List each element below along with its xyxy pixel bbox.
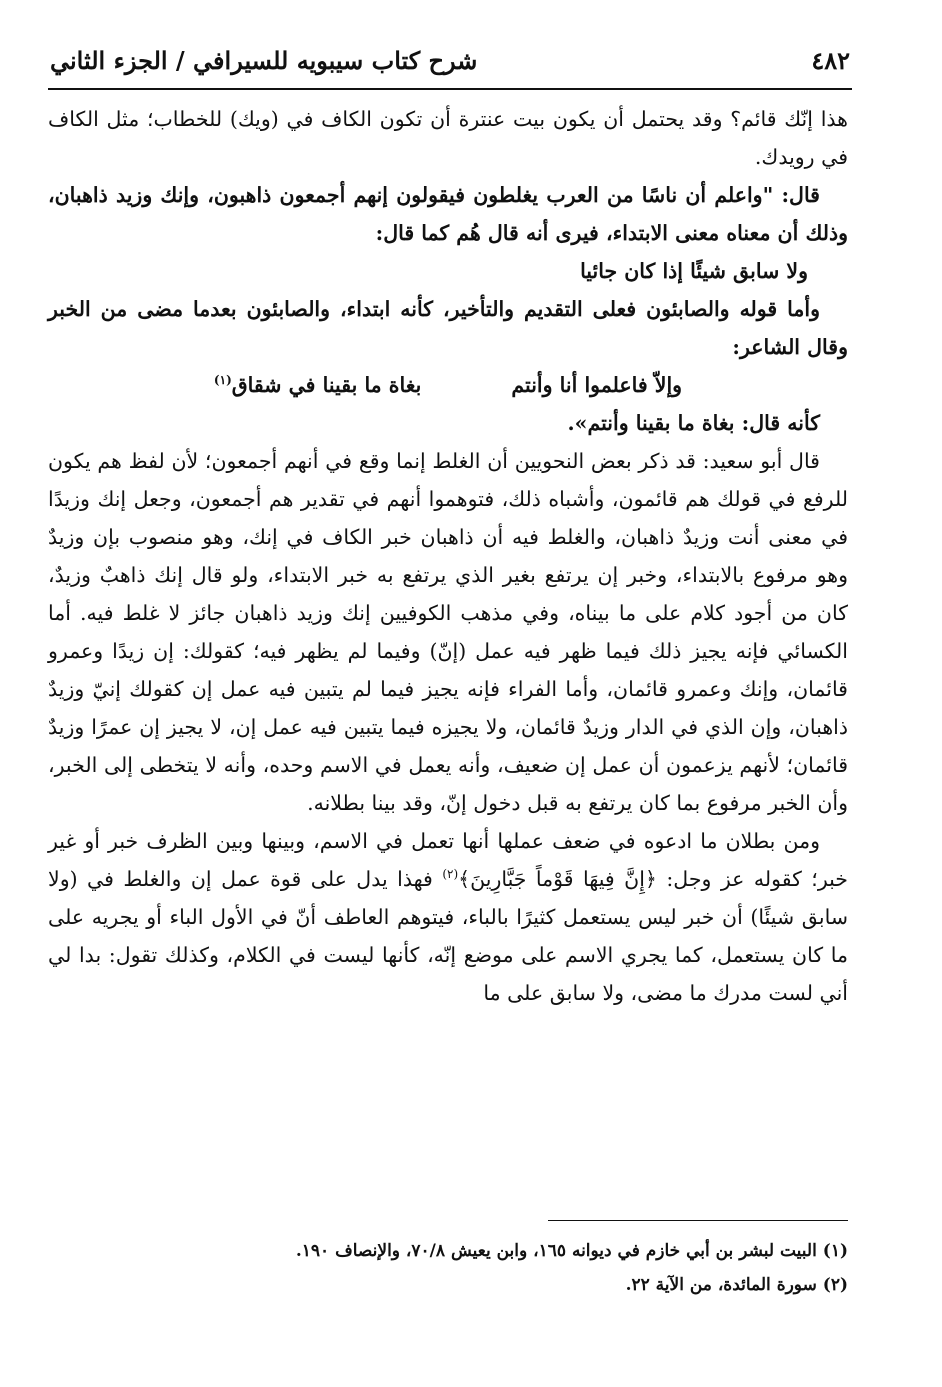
quoted-verse: ولا سابق شيئًا إذا كان جائيا — [580, 259, 808, 283]
running-title: شرح كتاب سيبويه للسيرافي / الجزء الثاني — [50, 45, 478, 75]
footnotes — [60, 1234, 848, 1302]
footnote-2: (٢) سورة المائدة، من الآية ٢٢. — [625, 1275, 848, 1295]
footnote-rule — [548, 1220, 848, 1221]
main-text — [48, 100, 848, 1012]
paragraph-1: هذا إنّك قائم؟ وقد يحتمل أن يكون بيت عنترة أن تكون الكاف في (ويك) للخطاب؛ مثل الكاف في رويدك. — [48, 107, 848, 169]
paragraph-6-part-a: ومن بطلان ما ادعوه في ضعف عملها أنها تعمل في الاسم، وبينها وبين الظرف خبر أو غير خبر؛ كقوله عز وجل: ﴿إِنَّ فِيهَا قَوْماً جَبَّارِينَ﴾ — [48, 829, 848, 891]
verse-second-text: بغاة ما بقينا في شقاق — [231, 373, 422, 397]
paragraph-6 — [48, 822, 848, 1012]
header-rule — [48, 88, 852, 90]
paragraph-2: قال: "واعلم أن ناسًا من العرب يغلطون فيقولون إنهم أجمعون ذاهبون، وإنك وزيد ذاهبان، وذلك أن معناه معنى الابتداء، فيرى أنه قال هُم كما قال: — [48, 183, 848, 245]
footnote-ref-2[interactable]: (٢) — [442, 867, 459, 882]
page-number: ٤٨٢ — [811, 45, 850, 75]
paragraph-3: وأما قوله والصابئون فعلى التقديم والتأخير، كأنه ابتداء، والصابئون بعدما مضى من الخبر وقال الشاعر: — [48, 297, 848, 359]
verse-first-hemistich: وإلاّ فاعلموا أنا وأنتم — [511, 373, 683, 397]
footnote-1: (١) البيت لبشر بن أبي خازم في ديوانه ١٦٥، وابن يعيش ٧٠/٨، والإنصاف ١٩٠. — [295, 1241, 848, 1261]
verse-second-hemistich — [214, 366, 421, 404]
paragraph-5: قال أبو سعيد: قد ذكر بعض النحويين أن الغلط إنما وقع في أنهم أجمعون؛ لأن لفظ هم يكون للرفع في قولك هم قائمون، وأشباه ذلك، فتوهموا أنهم في تقدير هم أجمعون، وجعل إنك وزيدًا في معنى أنت وزيدٌ ذاهبان، والغلط فيه أن ذاهبان خبر الكاف في إنك، وهو منصوب بإن وزيدٌ وهو مرفوع بالابتداء، وخبر إن يرتفع بغير الذي يرتفع به خبر الابتداء، ولو قال إنك ذاهبٌ وزيدٌ، كان من أجود كلام على ما بيناه، وفي مذهب الكوفيين إنك وزيد ذاهبان جائز لا غلط فيه. أما الكسائي فإنه يجيز ذلك فيما ظهر فيه عمل (إنّ) وفيما لم يظهر فيه؛ كقولك: إن زيدًا وعمرو قائمان، وإنك وعمرو قائمان، وأما الفراء فإنه يجيز فيما لم يتبين فيه عمل إن كقولك إنيّ وزيدٌ ذاهبان، وإن الذي في الدار وزيدٌ قائمان، ولا يجيزه فيما يتبين فيه عمل إن، لا يجيز إن عمرًا وزيدٌ قائمان؛ لأنهم يزعمون أن عمل إن ضعيف، وأنه يعمل في الاسم وحده، وأنه لا يتخطى إلى الخبر، وأن الخبر مرفوع بما كان يرتفع به قبل دخول إنّ، وقد بينا بطلانه. — [48, 449, 848, 815]
page-header — [50, 38, 850, 82]
footnote-ref-1[interactable]: (١) — [213, 373, 232, 388]
poem-verse — [48, 366, 848, 404]
paragraph-6-part-b: فهذا يدل على قوة عمل إن والغلط في (ولا سابق شيئًا) أن خبر ليس يستعمل كثيرًا بالباء، فيتوهم العاطف أنّ في الأول الباء أو يجريه على ما كان يستعمل، كما يجري الاسم على موضع إنّه، كأنها ليست في الكلام، وكذلك تقول: بدا لي أني لست مدرك ما مضى، ولا سابق على ما — [48, 867, 848, 1005]
paragraph-4: كأنه قال: بغاة ما بقينا وأنتم». — [567, 411, 820, 435]
